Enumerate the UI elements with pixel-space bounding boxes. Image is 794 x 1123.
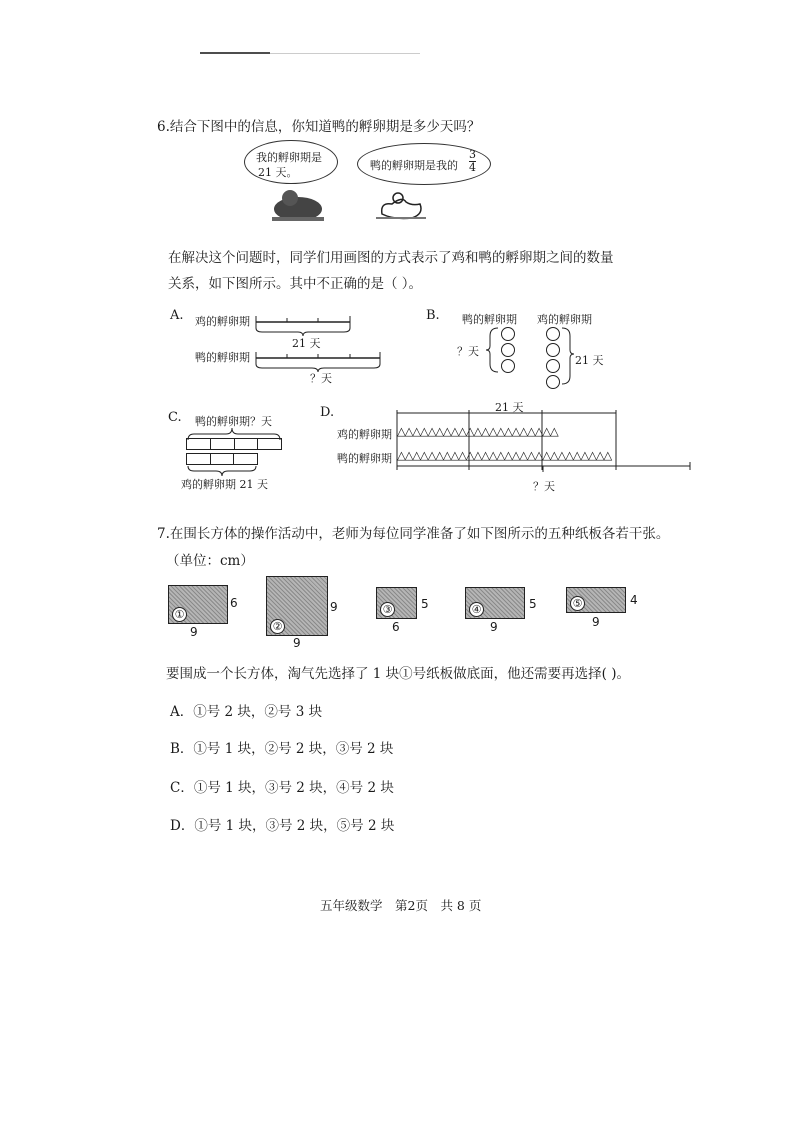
card-3-number: ③ — [380, 602, 395, 617]
fraction — [469, 149, 476, 174]
q6-intro-line2: 关系，如下图所示。其中不正确的是（ ）。 — [168, 276, 423, 292]
scan-artifact — [200, 52, 270, 54]
fraction-denominator: 4 — [469, 161, 476, 174]
circle-unit — [501, 327, 515, 341]
q6-question: 6.结合下图中的信息，你知道鸭的孵卵期是多少天吗？ — [157, 119, 481, 135]
circle-unit — [501, 343, 515, 357]
card-4-width: 9 — [490, 620, 498, 634]
card-2-number: ② — [270, 619, 285, 634]
optD-label: D. — [320, 405, 335, 420]
optC-bar-duck-1 — [186, 438, 282, 450]
fraction-numerator: 3 — [469, 148, 476, 161]
optB-label: B. — [426, 308, 440, 323]
card-1-number: ① — [172, 607, 187, 622]
card-3 — [376, 587, 417, 619]
optD-row1-label: 鸡的孵卵期 — [337, 428, 392, 441]
hen-bubble-line1: 我的孵卵期是 — [256, 151, 322, 164]
optD-bottom-value: ？天 — [533, 480, 555, 493]
q7-option-d: D．①号 1 块，③号 2 块，⑤号 2 块 — [170, 818, 395, 834]
card-5-number: ⑤ — [570, 596, 585, 611]
optC-label: C. — [168, 410, 182, 425]
q7-question: 7.在围长方体的操作活动中，老师为每位同学准备了如下图所示的五种纸板各若干张。 — [157, 526, 670, 542]
duck-bubble-text: 鸭的孵卵期是我的 — [370, 159, 458, 172]
optB-left-value: ？天 — [457, 345, 479, 358]
circle-unit — [501, 359, 515, 373]
optB-col1: 鸭的孵卵期 — [462, 313, 517, 326]
q7-prompt: 要围成一个长方体，淘气先选择了 1 块①号纸板做底面，他还需要再选择( )。 — [166, 666, 630, 682]
card-1-width: 9 — [190, 625, 198, 639]
optD-row1-marks: △△△△△△△△△△△△△△△△△△△△△ — [397, 424, 558, 438]
card-4 — [465, 587, 525, 619]
card-4-number: ④ — [469, 602, 484, 617]
optA-row2-value: ？天 — [310, 372, 332, 385]
optB-hen-circles — [546, 327, 560, 391]
q7-option-a: A．①号 2 块，②号 3 块 — [170, 704, 323, 720]
optC-top-label: 鸭的孵卵期？天 — [195, 415, 272, 428]
page-footer: 五年级数学 第2页 共 8 页 — [320, 898, 482, 913]
optD-row2-marks: △△△△△△△△△△△△△△△△△△△△△△△△△△△△ — [397, 448, 612, 462]
optB-duck-circles — [501, 327, 515, 375]
scan-artifact — [270, 53, 420, 54]
circle-unit — [546, 327, 560, 341]
hen-bubble-line2: 21 天。 — [258, 166, 298, 179]
card-1-height: 6 — [230, 596, 238, 610]
optC-bottom-label: 鸡的孵卵期 21 天 — [181, 478, 268, 491]
q7-option-b: B．①号 1 块，②号 2 块，③号 2 块 — [170, 741, 394, 757]
optA-label: A. — [170, 308, 184, 323]
circle-unit — [546, 359, 560, 373]
card-2-width: 9 — [293, 636, 301, 650]
q7-unit: （单位：cm） — [166, 553, 254, 569]
card-5-height: 4 — [630, 593, 638, 607]
optB-col2: 鸡的孵卵期 — [537, 313, 592, 326]
circle-unit — [546, 343, 560, 357]
card-3-width: 6 — [392, 620, 400, 634]
optA-row1-label: 鸡的孵卵期 — [195, 315, 250, 328]
hen-illustration — [268, 185, 328, 223]
card-1 — [168, 585, 228, 624]
card-5 — [566, 587, 626, 613]
circle-unit — [546, 375, 560, 389]
optA-row1-value: 21 天 — [292, 337, 321, 350]
card-5-width: 9 — [592, 615, 600, 629]
q6-intro-line1: 在解决这个问题时，同学们用画图的方式表示了鸡和鸭的孵卵期之间的数量 — [168, 250, 614, 266]
card-3-height: 5 — [421, 597, 429, 611]
card-2 — [266, 576, 328, 636]
duck-illustration — [372, 188, 430, 222]
optD-top-value: 21 天 — [495, 401, 524, 414]
optA-row2-label: 鸭的孵卵期 — [195, 351, 250, 364]
optB-right-value: 21 天 — [575, 354, 604, 367]
card-2-height: 9 — [330, 600, 338, 614]
optD-row2-label: 鸭的孵卵期 — [337, 452, 392, 465]
card-4-height: 5 — [529, 597, 537, 611]
q7-option-c: C．①号 1 块，③号 2 块，④号 2 块 — [170, 780, 394, 796]
